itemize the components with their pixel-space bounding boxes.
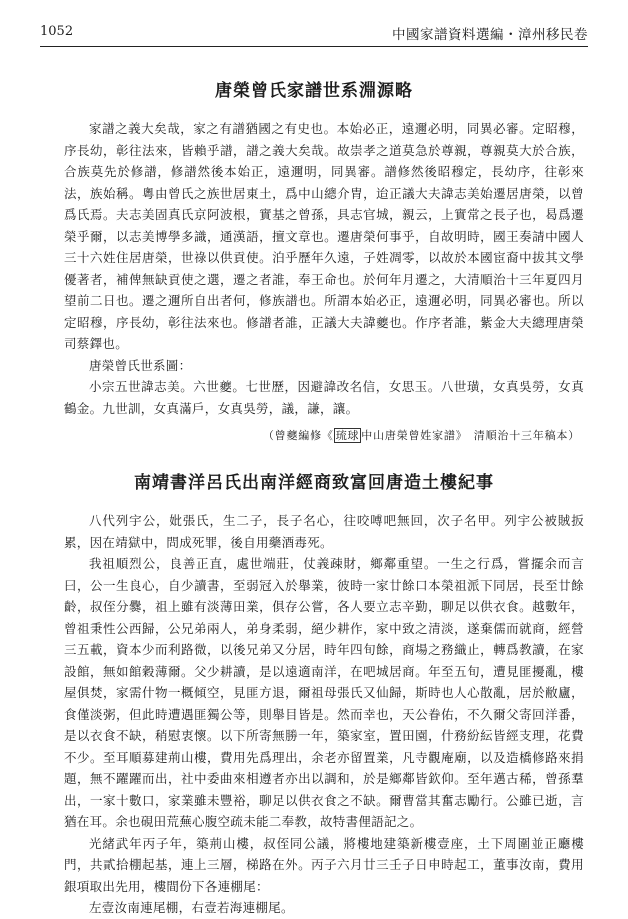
section1-title: 唐榮曾氏家譜世系淵源略 bbox=[215, 81, 413, 101]
section2-title: 南靖書洋呂氏出南洋經商致富回唐造土樓紀事 bbox=[134, 473, 494, 493]
section2-paragraph-3: 光緒武年丙子年，築荊山樓，叔侄同公議，將樓地建築新樓壹座，土下周圍並正廳樓門，共貳拾棚起基，連上三層，梯路在外。丙子六月廿三壬子日申時起工，董事汝南，費用銀項取出先用，樓間份下各連棚尾： bbox=[64, 835, 584, 894]
citation-box: 琉球 bbox=[335, 429, 360, 442]
lineage-subhead: 唐榮曾氏世系圖： bbox=[89, 357, 192, 373]
section2-paragraph-4: 左壹汝南連尾棚，右壹若海連棚尾。 bbox=[89, 900, 294, 915]
section2-body bbox=[64, 510, 584, 919]
lineage-text: 小宗五世諱志美。六世夔。七世歷，因避諱改名信，女思玉。八世璜，女真吳勞，女真鶴金。九世訓，女真滿戶，女真吳勞，議，謙，讓。 bbox=[64, 379, 584, 416]
page-header bbox=[40, 20, 588, 47]
running-title: 中國家譜資料選編・漳州移民卷 bbox=[392, 27, 588, 43]
section1-body bbox=[64, 118, 584, 419]
section2-paragraph-1: 八代列宇公，妣張氏，生二子，長子名心，往咬㗘吧無回，次子名甲。列宇公被賊扳累，因在靖獄中，問成死罪，後自用藥酒毒死。 bbox=[64, 513, 584, 550]
citation-pre: （曾夔編修《 bbox=[262, 429, 334, 442]
section2-paragraph-2: 我祖順烈公，良善正直，處世端莊，仗義疎財，鄉鄰重望。一生之行爲，嘗擺余而言曰，公一生良心，自少讀書，至弱冠入於舉業，彼時一家廿餘口本榮祖派下同居，長至廿餘齡，叔侄分爨，祖上雖有淡薄田業，俱存公嘗，各人要立志辛勤，聊足以供衣食。越數年，曾祖秉性公西歸，公兄弟兩人，弟身柔弱，絕少耕作，家中致之清淡，遂棄儒而就商，經營三五載，資本少而利路微，以後兄弟又分居，時年四旬餘，商場之務織止，轉爲教讀，在家設館，無如館穀薄爾。父少耕讀，是以遠適南洋，在吧城居商。年至五旬，遭見匪擾亂，樓屋俱焚，家需什物一概傾空，見匪方退，爾祖母張氏又仙歸，斯時也人心散亂，居於敝廬，食僅淡粥，但此時遭遇匪獨公等，則舉目皆是。然而幸也，天公眷佑，不久爾父寄回洋番，是以衣食不缺，稍慰衷懷。以下所寄無勝一年，築家室，置田園，什務紛紜皆經支理，花費不少。至耳順募建荊山樓，費用先爲理出，余老亦留置業，凡寺觀庵廟，以及造橋修路來捐題，無不躍躍而出，社中委曲來相遵者亦出以調和，於是鄉鄰皆欽仰。至年邁古稀，曾孫羣出，一家十數口，家業雖未豐裕，聊足以供衣食之不缺。爾曹當其奮志勵行。公雖已逝，言猶在耳。余也硯田荒蕪心腹空疏未能二奉教，故特書俚語記之。 bbox=[64, 556, 584, 829]
section1-paragraph: 家譜之義大矣哉，家之有譜猶國之有史也。本始必正，遠邇必明，同異必審。定昭穆，序長幼，彰往法來，皆賴乎譜，譜之義大矣哉。故崇孝之道莫急於尊親，尊親莫大於合族，合族莫先於修譜，修譜然後本始正，遠邇明，同異審。譜修然後昭穆定，長幼序，往彰來法，族始稱。粵由曾氏之族世居東土，爲中山總介胄，迨正議大夫諱志美始遷居唐榮，以曾爲氏焉。夫志美固真氏京阿波根，實基之曾孫，具志官城，親云，上實常之長子也，曷爲遷榮乎爾，以志美博學多識，通漢語，擅文章也。遷唐榮何事乎，自故明時，國王奏請中國人三十六姓住居唐榮，世祿以供貢使。泊乎歷年久遠，子姓凋零，以故於本國宦裔中拔其文學優著者，補俾無缺貢使之選，遷之者誰，奉王命也。於何年月遷之，大清順治十三年夏四月望前二日也。遷之邇所自出者何，修族譜也。所謂本始必正，遠邇必明，同異必審也。所以定昭穆，序長幼，彰往法來也。修譜者誰，正議大夫諱夔也。作序者誰，紫金大夫總理唐榮司蔡鐸也。 bbox=[64, 121, 584, 351]
section1-citation bbox=[263, 427, 580, 443]
page-number: 1052 bbox=[40, 24, 74, 39]
citation-post: 中山唐榮曾姓家譜》 清順治十三年稿本） bbox=[361, 429, 580, 442]
